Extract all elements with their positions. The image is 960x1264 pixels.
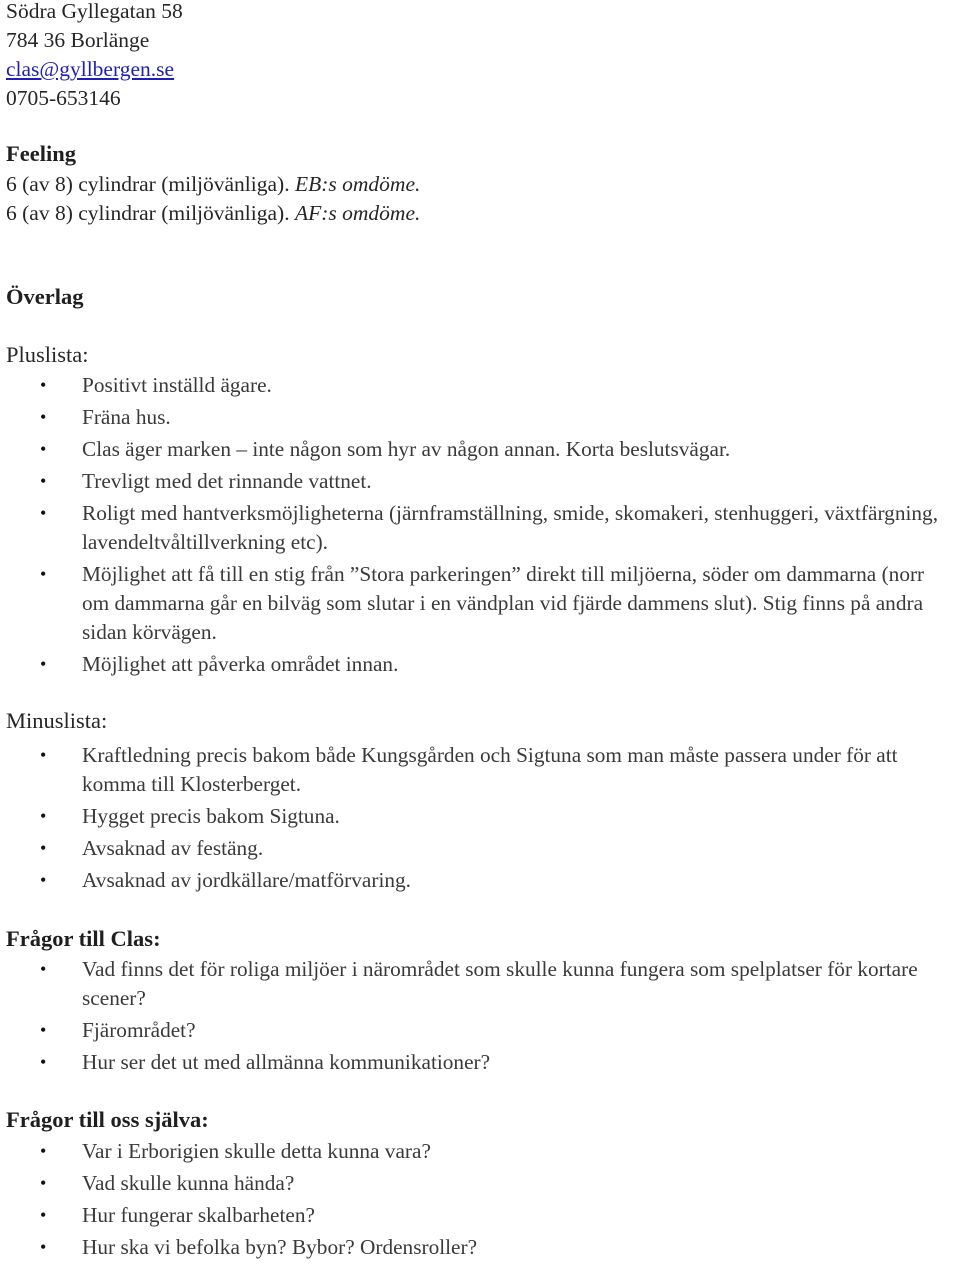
pluslista-heading: Pluslista: [6,342,89,367]
list-item [0,403,960,432]
list-item-text: Avsaknad av festäng. [82,836,264,860]
bullet-icon: • [40,745,47,765]
bullet-icon: • [40,1141,47,1161]
bullet-icon: • [40,806,47,826]
bullet-icon: • [40,870,47,890]
list-item-text: Möjlighet att påverka området innan. [82,652,399,676]
fragor-oss-list [0,1137,960,1262]
feeling-line-1 [6,170,420,199]
list-item-text: Clas äger marken – inte någon som hyr av någon annan. Korta beslutsvägar. [82,437,731,461]
bullet-icon: • [40,654,47,674]
bullet-icon: • [40,503,47,523]
list-item [0,499,960,557]
list-item [0,650,960,679]
minuslista-list [0,741,960,895]
list-item [0,435,960,464]
list-item [0,1016,960,1045]
fragor-clas-list [0,955,960,1077]
list-item [0,866,960,895]
address-postal: 784 36 Borlänge [6,28,150,52]
address-phone: 0705-653146 [6,86,121,110]
list-item-text: Kraftledning precis bakom både Kungsgården och Sigtuna som man måste passera under för att komma till Klosterberget. [82,743,898,796]
bullet-icon: • [40,1052,47,1072]
list-item-text: Möjlighet att få till en stig från ”Stora parkeringen” direkt till miljöerna, söder om dammarna (norr om dammarna går en bilväg som slutar i en vändplan vid fjärde dammens slut). Stig finns på andra sidan körvägen. [82,562,925,644]
feeling-line-2 [6,199,420,228]
list-item [0,1137,960,1166]
bullet-icon: • [40,1173,47,1193]
bullet-icon: • [40,471,47,491]
minuslista-heading: Minuslista: [6,708,108,733]
list-item [0,1169,960,1198]
list-item [0,741,960,799]
bullet-icon: • [40,1237,47,1257]
bullet-icon: • [40,439,47,459]
list-item-text: Trevligt med det rinnande vattnet. [82,469,372,493]
list-item [0,802,960,831]
bullet-icon: • [40,1205,47,1225]
bullet-icon: • [40,564,47,584]
list-item-text: Hygget precis bakom Sigtuna. [82,804,340,828]
list-item [0,1201,960,1230]
list-item-text: Hur ser det ut med allmänna kommunikationer? [82,1050,491,1074]
list-item [0,560,960,647]
fragor-oss-heading: Frågor till oss själva: [6,1107,209,1132]
list-item-text: Vad skulle kunna hända? [82,1171,295,1195]
fragor-clas-heading: Frågor till Clas: [6,926,161,951]
list-item-text: Avsaknad av jordkällare/matförvaring. [82,868,411,892]
feeling-line-2-main: 6 (av 8) cylindrar (miljövänliga). [6,201,295,225]
bullet-icon: • [40,1020,47,1040]
list-item-text: Hur fungerar skalbarheten? [82,1203,315,1227]
feeling-heading: Feeling [6,141,76,166]
list-item [0,467,960,496]
list-item [0,834,960,863]
list-item-text: Var i Erborigien skulle detta kunna vara? [82,1139,431,1163]
list-item [0,1048,960,1077]
bullet-icon: • [40,959,47,979]
feeling-line-1-note: EB:s omdöme. [294,172,421,196]
list-item-text: Positivt inställd ägare. [82,373,272,397]
list-item-text: Fjärområdet? [82,1018,196,1042]
list-item-text: Hur ska vi befolka byn? Bybor? Ordensroller? [82,1235,478,1259]
list-item [0,1233,960,1262]
list-item-text: Vad finns det för roliga miljöer i närområdet som skulle kunna fungera som spelplatser för kortare scener? [82,957,918,1010]
bullet-icon: • [40,407,47,427]
address-street: Södra Gyllegatan 58 [6,0,183,23]
list-item-text: Roligt med hantverksmöjligheterna (järnframställning, smide, skomakeri, stenhuggeri, växtfärgning, lavendeltvåltillverkning etc). [82,501,939,554]
feeling-line-2-note: AF:s omdöme. [294,201,421,225]
bullet-icon: • [40,375,47,395]
bullet-icon: • [40,838,47,858]
overlag-heading: Överlag [6,284,84,309]
pluslista-list [0,371,960,679]
list-item-text: Fräna hus. [82,405,171,429]
email-link[interactable]: clas@gyllbergen.se [6,57,175,81]
feeling-line-1-main: 6 (av 8) cylindrar (miljövänliga). [6,172,295,196]
list-item [0,371,960,400]
list-item [0,955,960,1013]
